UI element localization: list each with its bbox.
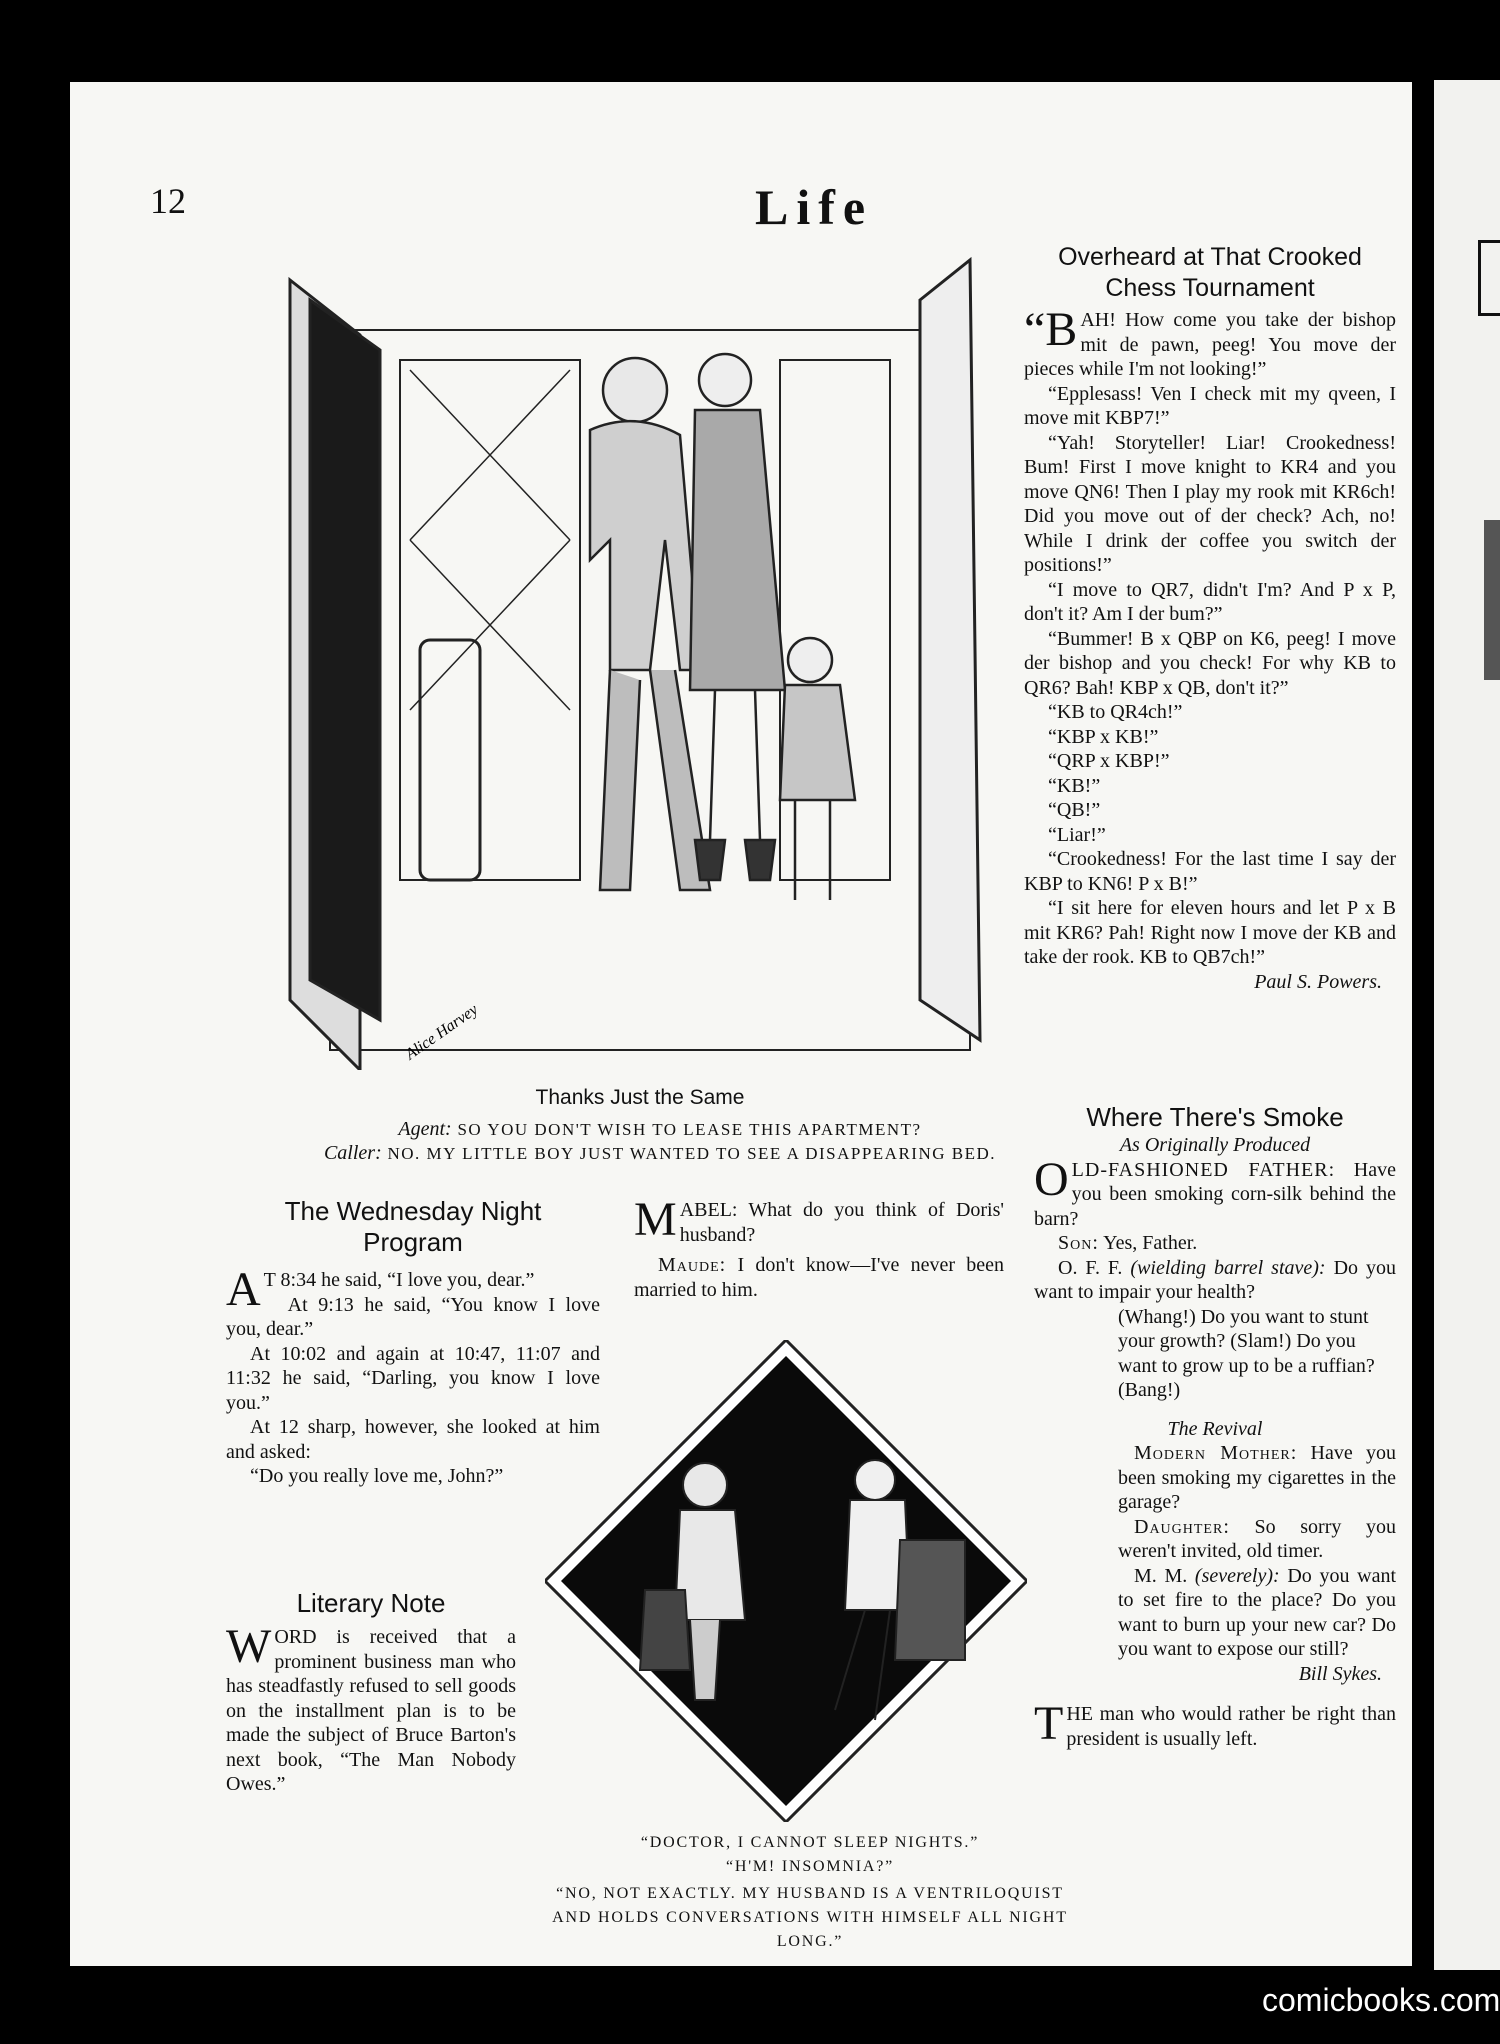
woman-figure	[690, 354, 785, 880]
facing-page-box	[1478, 240, 1500, 316]
wednesday-headline: The Wednesday Night Program	[284, 1196, 542, 1257]
facing-page-edge	[1434, 80, 1500, 1970]
artist-signature: Alice Harvey	[402, 1001, 482, 1064]
doctor-caption-3: “NO, NOT EXACTLY. MY HUSBAND IS A VENTRILOQUIST AND HOLDS CONVERSATIONS WITH HIMSELF ALL NIGHT LONG.”	[552, 1885, 1068, 1950]
page-number: 12	[150, 181, 186, 221]
caption-line-caller: Caller: NO. MY LITTLE BOY JUST WANTED TO SEE A DISAPPEARING BED.	[323, 1142, 997, 1164]
literary-headline: Literary Note	[296, 1588, 446, 1618]
smoke-author: Bill Sykes.	[1298, 1662, 1382, 1685]
doctor-cartoon-illustration	[545, 1340, 1027, 1822]
doctor-caption-2: “H'M! INSOMNIA?”	[725, 1858, 895, 1875]
literary-note-article: Literary Note WORD is received that a prominent business man who has steadfastly refused to sell goods on the installment plan is to be made the subject of Bruce Barton's next book, “The Man Nobody Owes.”	[226, 1588, 516, 1795]
caption-line-agent: Agent: SO YOU DON'T WISH TO LEASE THIS APARTMENT?	[398, 1118, 922, 1140]
chess-author: Paul S. Powers.	[1254, 970, 1382, 993]
wednesday-article: The Wednesday Night Program A T 8:34 he said, “I love you, dear.” At 9:13 he said, “You know I love you, dear.” At 10:02 and again at 10:47, 11:07 and 11:32 he said, “Darling, you know I love you.” At 12 sharp, however, she looked at him and asked: “Do you really love me, John?”	[226, 1196, 600, 1487]
masthead-logo: Life	[755, 179, 874, 235]
doorway-cartoon-illustration	[270, 240, 1012, 1070]
doctor-caption-1: “DOCTOR, I CANNOT SLEEP NIGHTS.”	[640, 1834, 980, 1851]
facing-page-illustration	[1484, 520, 1500, 680]
revival-subtitle: The Revival	[1167, 1417, 1263, 1440]
boy-figure	[780, 638, 855, 900]
cartoon-caption-title: Thanks Just the Same	[535, 1086, 745, 1109]
chess-article: Overheard at That Crooked Chess Tournament “BAH! How come you take der bishop mit de pawn, peeg! You move der pieces while I'm not looking!” “Epplesass! Ven I check mit my qveen, I move mit KBP7!” “Yah! Storyteller! Liar! Crookedness! Bum! First I move knight to KR4 and you move QN6! Then I play my rook mit KR6ch! Did you move out of der check? Ach, no! While I drink der coffee you switch der positions!” “I move to QR7, didn't I'm? And P x P, don't it? Am I der bum?” “Bummer! B x QBP on K6, peeg! I move der bishop and you check! For why KB to QR6? Bah! KBP x QB, don't it?” “KB to QR4ch!” “KBP x KB!” “QRP x KBP!” “KB!” “QB!” “Liar!” “Crookedness! For the last time I say der KBP to KN6! P x B!” “I sit here for eleven hours and let P x B mit KR6? Pah! Right now I move der KB and take der rook. KB to QB7ch!” Paul S. Powers.	[1024, 243, 1396, 993]
president-quip: HE man who would rather be right than president is usually left.	[1066, 1703, 1396, 1750]
chess-headline: Overheard at That Crooked Chess Tournament	[1058, 243, 1362, 302]
mabel-joke: MABEL: What do you think of Doris' husband? Maude: I don't know—I've never been married to him.	[634, 1193, 1005, 1301]
smoke-subtitle: As Originally Produced	[1119, 1134, 1311, 1156]
site-watermark: comicbooks.com	[1262, 1982, 1500, 2018]
smoke-article: Where There's Smoke As Originally Produced OLD-FASHIONED FATHER: Have you been smoking corn-silk behind the barn? Son: Yes, Father. O. F. F. (wielding barrel stave): Do you want to impair your health? (Whang!) Do you want to stunt your growth? (Slam!) Do you want to grow up to be a ruffian? (Bang!) The Revival Modern Mother: Have you been smoking my cigarettes in the garage? Daughter: So sorry you weren't invited, old timer. M. M. (severely): Do you want to set fire to the place? Do you want to burn up your new car? Do you want to expose our still? Bill Sykes. THE man who would rather be right than president is usually left.	[1034, 1102, 1397, 1750]
smoke-headline: Where There's Smoke	[1086, 1102, 1344, 1132]
